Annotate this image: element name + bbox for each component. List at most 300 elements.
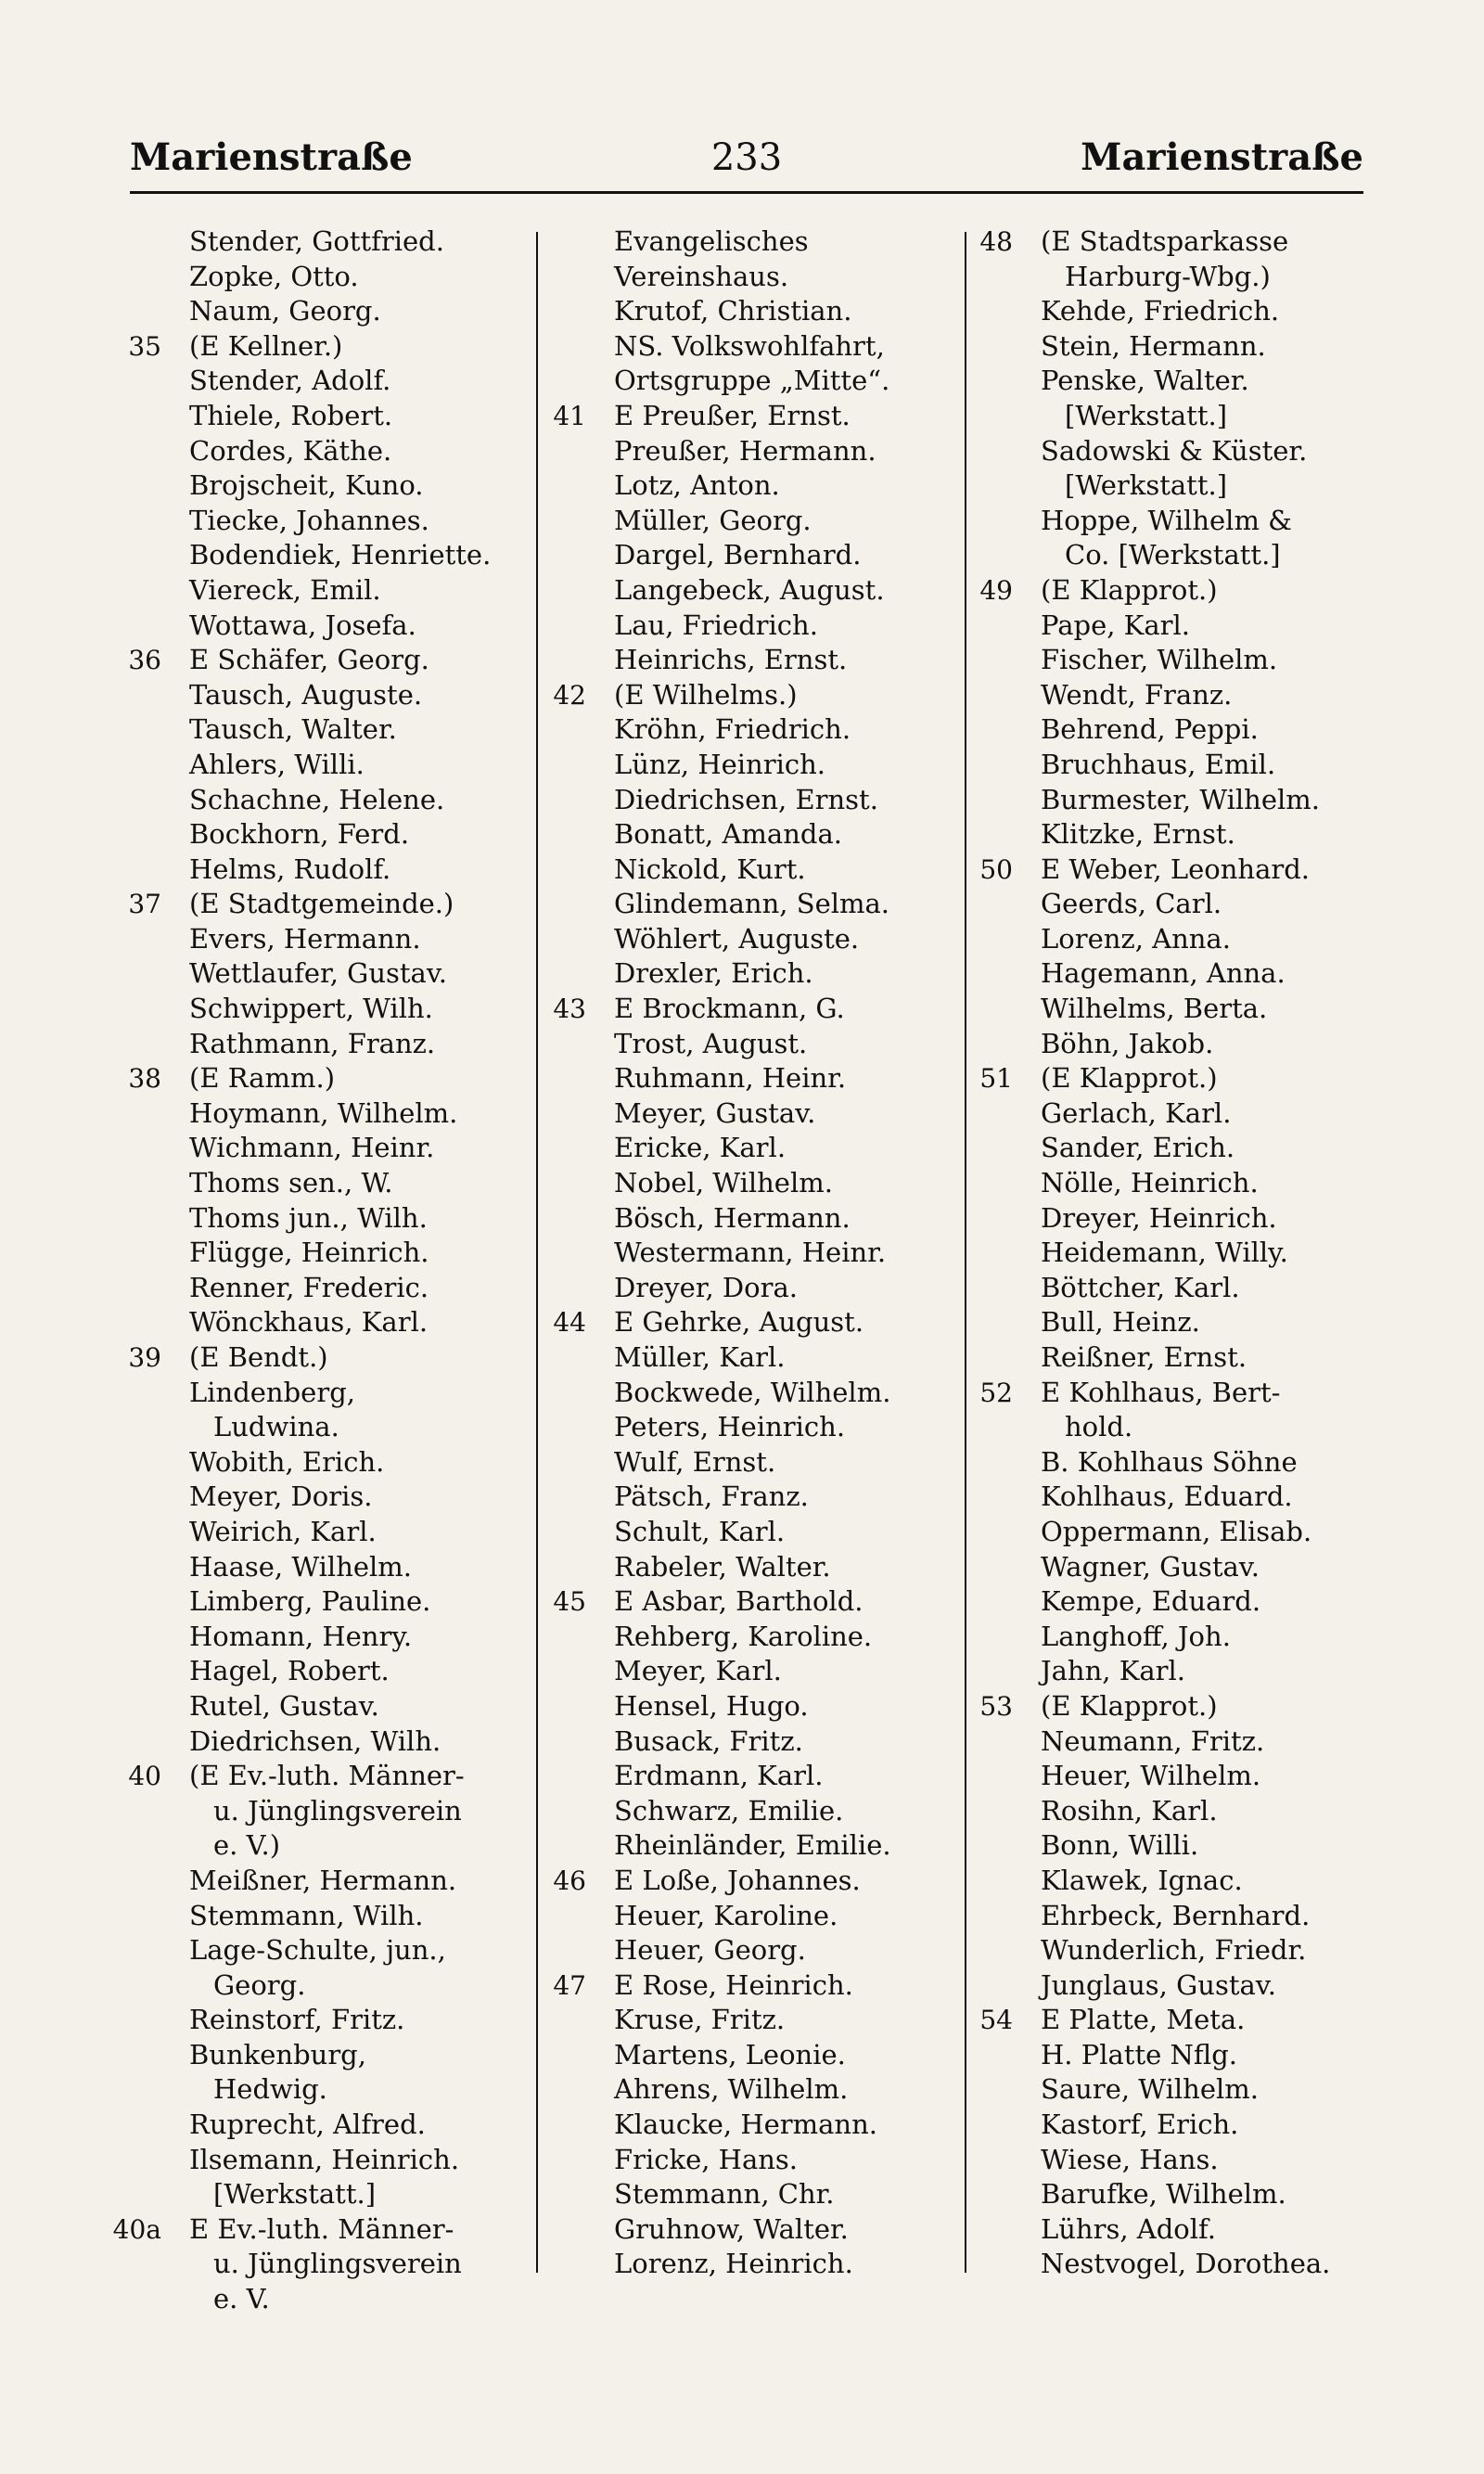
house-number: 35	[128, 330, 161, 362]
resident-entry: (E Klapprot.)	[1041, 1062, 1218, 1095]
directory-line	[529, 1166, 965, 1201]
directory-line	[529, 2212, 965, 2248]
resident-entry: (E Klapprot.)	[1041, 1689, 1218, 1722]
directory-line	[955, 573, 1410, 609]
resident-entry: Kehde, Friedrich.	[1041, 295, 1280, 327]
resident-entry: Flügge, Heinrich.	[189, 1237, 429, 1269]
directory-line	[104, 1131, 540, 1166]
directory-line	[955, 2108, 1410, 2143]
resident-entry: Schwippert, Wilh.	[189, 993, 433, 1025]
resident-entry: Lage-Schulte, jun.,	[189, 1934, 446, 1967]
directory-line	[104, 364, 540, 399]
resident-entry: Limberg, Pauline.	[189, 1585, 431, 1618]
directory-line	[955, 1305, 1410, 1340]
directory-line	[955, 2072, 1410, 2108]
resident-entry: Rehberg, Karoline.	[614, 1620, 873, 1652]
directory-line	[955, 643, 1410, 678]
resident-entry: Junglaus, Gustav.	[1041, 1968, 1276, 2001]
resident-entry: Dreyer, Dora.	[614, 1271, 799, 1303]
directory-line	[529, 1480, 965, 1515]
resident-entry: Hensel, Hugo.	[614, 1689, 809, 1722]
directory-line	[104, 1027, 540, 1062]
directory-line	[955, 678, 1410, 713]
house-number: 54	[979, 2005, 1013, 2036]
house-number: 42	[553, 679, 586, 711]
directory-column-1	[104, 224, 540, 2317]
resident-entry: Hoymann, Wilhelm.	[189, 1096, 458, 1129]
resident-entry: Stein, Hermann.	[1041, 329, 1266, 362]
directory-line	[104, 399, 540, 434]
directory-line	[955, 1620, 1410, 1655]
directory-line	[529, 1968, 965, 2004]
resident-entry: Kastorf, Erich.	[1041, 2109, 1239, 2141]
resident-entry: [Werkstatt.]	[1065, 399, 1228, 431]
resident-entry: Klaucke, Hermann.	[614, 2109, 877, 2141]
directory-line	[955, 504, 1410, 539]
directory-line	[529, 1131, 965, 1166]
resident-entry: Rutel, Gustav.	[189, 1689, 379, 1722]
resident-entry: Fischer, Wilhelm.	[1041, 644, 1278, 676]
resident-entry: Bonatt, Amanda.	[614, 818, 842, 851]
directory-line	[529, 364, 965, 399]
resident-entry: Böhn, Jakob.	[1041, 1027, 1214, 1059]
directory-line	[529, 992, 965, 1027]
directory-line	[529, 783, 965, 818]
directory-line	[529, 1689, 965, 1724]
resident-entry: (E Stadtgemeinde.)	[189, 888, 454, 920]
resident-entry: Saure, Wilhelm.	[1041, 2073, 1259, 2106]
directory-line	[529, 1410, 965, 1445]
directory-line	[104, 1340, 540, 1376]
resident-entry: Fricke, Hans.	[614, 2143, 799, 2175]
resident-entry: Wichmann, Heinr.	[189, 1132, 435, 1164]
directory-line	[955, 1480, 1410, 1515]
resident-entry: (E Kellner.)	[189, 329, 343, 362]
resident-entry: Lau, Friedrich.	[614, 609, 818, 641]
directory-line	[955, 609, 1410, 644]
page-number: 233	[710, 136, 783, 179]
directory-line	[529, 1864, 965, 1899]
resident-entry: Martens, Leonie.	[614, 2038, 846, 2070]
directory-line	[529, 1933, 965, 1968]
directory-line	[955, 1096, 1410, 1132]
directory-line	[955, 468, 1410, 504]
house-number: 49	[979, 574, 1013, 606]
resident-entry: Sander, Erich.	[1041, 1132, 1235, 1164]
directory-line	[104, 1584, 540, 1620]
directory-line	[104, 852, 540, 888]
house-number: 43	[553, 993, 586, 1025]
resident-entry: Bockhorn, Ferd.	[189, 818, 410, 851]
directory-line	[529, 817, 965, 852]
directory-line	[104, 1828, 540, 1864]
directory-line	[955, 399, 1410, 434]
directory-line	[104, 1620, 540, 1655]
resident-entry: Nölle, Heinrich.	[1041, 1167, 1259, 1199]
directory-line	[529, 1515, 965, 1550]
resident-entry: Wöhlert, Auguste.	[614, 922, 860, 955]
resident-entry: Nestvogel, Dorothea.	[1041, 2248, 1331, 2280]
resident-entry: Viereck, Emil.	[189, 573, 381, 606]
directory-line	[529, 468, 965, 504]
directory-line	[104, 992, 540, 1027]
directory-line	[955, 1376, 1410, 1411]
resident-entry: E Loße, Johannes.	[614, 1864, 861, 1896]
resident-entry: Ahlers, Willi.	[189, 748, 365, 780]
resident-entry: Heidemann, Willy.	[1041, 1237, 1288, 1269]
resident-entry: Gruhnow, Walter.	[614, 2212, 849, 2245]
directory-line	[104, 1061, 540, 1096]
directory-line	[104, 1305, 540, 1340]
resident-entry: Evers, Hermann.	[189, 922, 421, 955]
directory-line	[529, 1061, 965, 1096]
resident-entry: NS. Volkswohlfahrt,	[614, 329, 885, 362]
resident-entry: Wönckhaus, Karl.	[189, 1306, 429, 1339]
header-rule	[130, 191, 1363, 194]
resident-entry: E Ev.-luth. Männer-	[189, 2212, 454, 2245]
resident-entry: [Werkstatt.]	[213, 2178, 377, 2211]
resident-entry: Westermann, Heinr.	[614, 1237, 887, 1269]
directory-line	[955, 1689, 1410, 1724]
resident-entry: Bull, Heinz.	[1041, 1306, 1200, 1339]
resident-entry: Klawek, Ignac.	[1041, 1864, 1243, 1896]
directory-line	[529, 1027, 965, 1062]
directory-line	[104, 1724, 540, 1760]
directory-line	[955, 1550, 1410, 1585]
directory-line	[104, 1899, 540, 1934]
directory-line	[104, 956, 540, 992]
house-number: 51	[979, 1063, 1013, 1095]
directory-line	[955, 2003, 1410, 2038]
directory-line	[529, 1271, 965, 1306]
directory-line	[529, 504, 965, 539]
resident-entry: Diedrichsen, Wilh.	[189, 1724, 441, 1757]
resident-entry: Hagel, Robert.	[189, 1655, 390, 1687]
resident-entry: Kohlhaus, Eduard.	[1041, 1481, 1293, 1513]
directory-line	[529, 1584, 965, 1620]
directory-line	[955, 294, 1410, 329]
directory-line	[104, 2282, 540, 2317]
house-number: 48	[979, 226, 1013, 257]
directory-line	[104, 1794, 540, 1829]
directory-line	[104, 1759, 540, 1794]
resident-entry: Lünz, Heinrich.	[614, 748, 826, 780]
directory-column-2	[529, 224, 965, 2282]
house-number: 39	[128, 1342, 161, 1373]
directory-line	[529, 2143, 965, 2178]
directory-line	[955, 1759, 1410, 1794]
resident-entry: Wagner, Gustav.	[1041, 1550, 1260, 1583]
directory-line	[955, 922, 1410, 957]
resident-entry: Lührs, Adolf.	[1041, 2212, 1216, 2245]
resident-entry: Ahrens, Wilhelm.	[614, 2073, 849, 2106]
directory-line	[104, 1480, 540, 1515]
house-number: 45	[553, 1586, 586, 1618]
resident-entry: Sadowski & Küster.	[1041, 434, 1308, 467]
resident-entry: H. Platte Nflg.	[1041, 2038, 1237, 2070]
resident-entry: Renner, Frederic.	[189, 1271, 429, 1303]
directory-line	[104, 2143, 540, 2178]
resident-entry: Meyer, Karl.	[614, 1655, 782, 1687]
directory-line	[955, 1828, 1410, 1864]
directory-line	[955, 1027, 1410, 1062]
directory-line	[955, 1724, 1410, 1760]
directory-line	[529, 1759, 965, 1794]
resident-entry: Meyer, Gustav.	[614, 1096, 816, 1129]
resident-entry: Busack, Fritz.	[614, 1724, 803, 1757]
resident-entry: Haase, Wilhelm.	[189, 1550, 413, 1583]
resident-entry: (E Wilhelms.)	[614, 678, 798, 711]
resident-entry: Stemmann, Wilh.	[189, 1899, 424, 1931]
resident-entry: Bruchhaus, Emil.	[1041, 748, 1276, 780]
directory-line	[104, 922, 540, 957]
directory-line	[104, 1410, 540, 1445]
resident-entry: Wettlaufer, Gustav.	[189, 957, 447, 990]
directory-line	[529, 678, 965, 713]
resident-entry: E Asbar, Barthold.	[614, 1585, 864, 1618]
house-number: 50	[979, 853, 1013, 885]
resident-entry: Stender, Gottfried.	[189, 225, 444, 257]
directory-line	[104, 1201, 540, 1237]
resident-entry: Pape, Karl.	[1041, 609, 1190, 641]
directory-line	[955, 1794, 1410, 1829]
directory-line	[955, 887, 1410, 922]
directory-line	[955, 1271, 1410, 1306]
resident-entry: Klitzke, Ernst.	[1041, 818, 1235, 851]
directory-line	[529, 1201, 965, 1237]
directory-line	[529, 434, 965, 469]
resident-entry: Dargel, Bernhard.	[614, 539, 862, 571]
resident-entry: Pätsch, Franz.	[614, 1481, 809, 1513]
directory-line	[955, 956, 1410, 992]
resident-entry: Kröhn, Friedrich.	[614, 713, 851, 746]
resident-entry: Wendt, Franz.	[1041, 678, 1233, 711]
resident-entry: Drexler, Erich.	[614, 957, 813, 990]
resident-entry: Schult, Karl.	[614, 1515, 786, 1547]
resident-entry: Lorenz, Anna.	[1041, 922, 1231, 955]
directory-line	[529, 852, 965, 888]
directory-line	[955, 364, 1410, 399]
resident-entry: E Weber, Leonhard.	[1041, 852, 1310, 885]
directory-line	[104, 817, 540, 852]
resident-entry: Ehrbeck, Bernhard.	[1041, 1899, 1311, 1931]
resident-entry: E Brockmann, G.	[614, 993, 845, 1025]
directory-line	[529, 2038, 965, 2073]
directory-line	[529, 2247, 965, 2282]
directory-line	[104, 748, 540, 783]
resident-entry: Ludwina.	[213, 1411, 339, 1443]
resident-entry: Kruse, Fritz.	[614, 2004, 786, 2036]
resident-entry: e. V.)	[213, 1829, 281, 1862]
resident-entry: (E Klapprot.)	[1041, 573, 1218, 606]
resident-entry: Zopke, Otto.	[189, 260, 359, 292]
resident-entry: Lotz, Anton.	[614, 469, 780, 502]
resident-entry: (E Stadtsparkasse	[1041, 225, 1289, 257]
directory-line	[955, 1236, 1410, 1271]
resident-entry: Ilsemann, Heinrich.	[189, 2143, 460, 2175]
resident-entry: Heuer, Wilhelm.	[1041, 1760, 1261, 1792]
directory-line	[529, 329, 965, 365]
directory-line	[955, 1061, 1410, 1096]
directory-line	[955, 1515, 1410, 1550]
resident-entry: Behrend, Peppi.	[1041, 713, 1259, 746]
resident-entry: Geerds, Carl.	[1041, 888, 1222, 920]
house-number: 36	[128, 645, 161, 676]
resident-entry: Bockwede, Wilhelm.	[614, 1376, 891, 1408]
directory-line	[104, 1515, 540, 1550]
directory-line	[104, 1550, 540, 1585]
resident-entry: Müller, Karl.	[614, 1341, 786, 1373]
directory-line	[104, 609, 540, 644]
resident-entry: Müller, Georg.	[614, 504, 812, 536]
resident-entry: E Platte, Meta.	[1041, 2004, 1246, 2036]
directory-line	[955, 748, 1410, 783]
resident-entry: Lorenz, Heinrich.	[614, 2248, 853, 2280]
resident-entry: Glindemann, Selma.	[614, 888, 890, 920]
resident-entry: [Werkstatt.]	[1065, 469, 1228, 502]
directory-line	[104, 294, 540, 329]
directory-line	[529, 2072, 965, 2108]
resident-entry: Co. [Werkstatt.]	[1065, 539, 1281, 571]
resident-entry: Ruprecht, Alfred.	[189, 2109, 426, 2141]
resident-entry: Kempe, Eduard.	[1041, 1585, 1261, 1618]
resident-entry: Langhoff, Joh.	[1041, 1620, 1231, 1652]
resident-entry: Erdmann, Karl.	[614, 1760, 824, 1792]
resident-entry: Lindenberg,	[189, 1376, 355, 1408]
directory-line	[104, 887, 540, 922]
directory-line	[529, 260, 965, 295]
directory-line	[104, 1271, 540, 1306]
resident-entry: Helms, Rudolf.	[189, 852, 391, 885]
directory-line	[104, 504, 540, 539]
directory-line	[529, 1236, 965, 1271]
directory-line	[529, 1096, 965, 1132]
directory-line	[955, 1968, 1410, 2004]
resident-entry: Tausch, Auguste.	[189, 678, 423, 711]
directory-line	[104, 1096, 540, 1132]
resident-entry: Nickold, Kurt.	[614, 852, 806, 885]
directory-line	[955, 1166, 1410, 1201]
resident-entry: Trost, August.	[614, 1027, 808, 1059]
resident-entry: E Preußer, Ernst.	[614, 399, 851, 431]
resident-entry: e. V.	[213, 2283, 270, 2315]
resident-entry: Dreyer, Heinrich.	[1041, 1201, 1277, 1234]
page-header	[130, 130, 1363, 186]
resident-entry: Harburg-Wbg.)	[1065, 260, 1271, 292]
resident-entry: E Gehrke, August.	[614, 1306, 864, 1339]
directory-line	[529, 2003, 965, 2038]
resident-entry: Wottawa, Josefa.	[189, 609, 416, 641]
resident-entry: Rosihn, Karl.	[1041, 1794, 1218, 1827]
directory-line	[529, 748, 965, 783]
resident-entry: Brojscheit, Kuno.	[189, 469, 424, 502]
directory-line	[955, 1933, 1410, 1968]
resident-entry: Bodendiek, Henriette.	[189, 539, 492, 571]
house-number: 40	[128, 1761, 161, 1792]
directory-line	[104, 1654, 540, 1689]
resident-entry: Hagemann, Anna.	[1041, 957, 1286, 990]
directory-line	[955, 817, 1410, 852]
resident-entry: Bösch, Hermann.	[614, 1201, 851, 1234]
directory-line	[529, 609, 965, 644]
resident-entry: Schachne, Helene.	[189, 783, 445, 815]
directory-line	[529, 1654, 965, 1689]
directory-line	[104, 783, 540, 818]
resident-entry: Bunkenburg,	[189, 2038, 366, 2070]
directory-line	[955, 538, 1410, 573]
resident-entry: Tiecke, Johannes.	[189, 504, 429, 536]
directory-line	[529, 294, 965, 329]
resident-entry: Evangelisches	[614, 225, 809, 257]
directory-line	[529, 538, 965, 573]
directory-line	[955, 2143, 1410, 2178]
resident-entry: Stemmann, Chr.	[614, 2178, 835, 2211]
directory-line	[955, 1864, 1410, 1899]
house-number: 40a	[112, 2213, 161, 2245]
directory-line	[529, 1305, 965, 1340]
resident-entry: hold.	[1065, 1411, 1133, 1443]
resident-entry: Rheinländer, Emilie.	[614, 1829, 891, 1862]
resident-entry: Thoms sen., W.	[189, 1167, 393, 1199]
directory-line	[955, 1131, 1410, 1166]
directory-line	[529, 643, 965, 678]
resident-entry: Wunderlich, Friedr.	[1041, 1934, 1307, 1967]
directory-line	[529, 1794, 965, 1829]
directory-line	[104, 2212, 540, 2248]
resident-entry: Wilhelms, Berta.	[1041, 993, 1268, 1025]
house-number: 53	[979, 1690, 1013, 1722]
directory-line	[955, 260, 1410, 295]
directory-line	[955, 2038, 1410, 2073]
directory-line	[529, 1724, 965, 1760]
resident-entry: (E Ev.-luth. Männer-	[189, 1760, 465, 1792]
resident-entry: Wobith, Erich.	[189, 1445, 385, 1478]
resident-entry: Thoms jun., Wilh.	[189, 1201, 428, 1234]
directory-line	[529, 1899, 965, 1934]
directory-line	[104, 224, 540, 260]
directory-column-3	[955, 224, 1410, 2282]
directory-line	[529, 1620, 965, 1655]
directory-line	[529, 1376, 965, 1411]
directory-line	[529, 1340, 965, 1376]
resident-entry: Stender, Adolf.	[189, 365, 391, 397]
resident-entry: Neumann, Fritz.	[1041, 1724, 1265, 1757]
resident-entry: Reinstorf, Fritz.	[189, 2004, 405, 2036]
resident-entry: Nobel, Wilhelm.	[614, 1167, 833, 1199]
directory-line	[955, 434, 1410, 469]
directory-line	[104, 1236, 540, 1271]
directory-line	[955, 2212, 1410, 2248]
directory-line	[529, 1828, 965, 1864]
directory-line	[104, 678, 540, 713]
directory-line	[529, 573, 965, 609]
house-number: 41	[553, 400, 586, 431]
directory-line	[529, 922, 965, 957]
resident-entry: Heinrichs, Ernst.	[614, 644, 848, 676]
running-head-left: Marienstraße	[130, 135, 413, 179]
resident-entry: B. Kohlhaus Söhne	[1041, 1445, 1298, 1478]
directory-line	[955, 2247, 1410, 2282]
directory-line	[529, 1445, 965, 1481]
directory-line	[955, 2177, 1410, 2212]
resident-entry: Tausch, Walter.	[189, 713, 397, 746]
house-number: 46	[553, 1865, 586, 1896]
house-number: 44	[553, 1307, 586, 1339]
directory-line	[104, 2177, 540, 2212]
directory-line	[104, 2003, 540, 2038]
directory-line	[104, 2108, 540, 2143]
resident-entry: Rathmann, Franz.	[189, 1027, 436, 1059]
